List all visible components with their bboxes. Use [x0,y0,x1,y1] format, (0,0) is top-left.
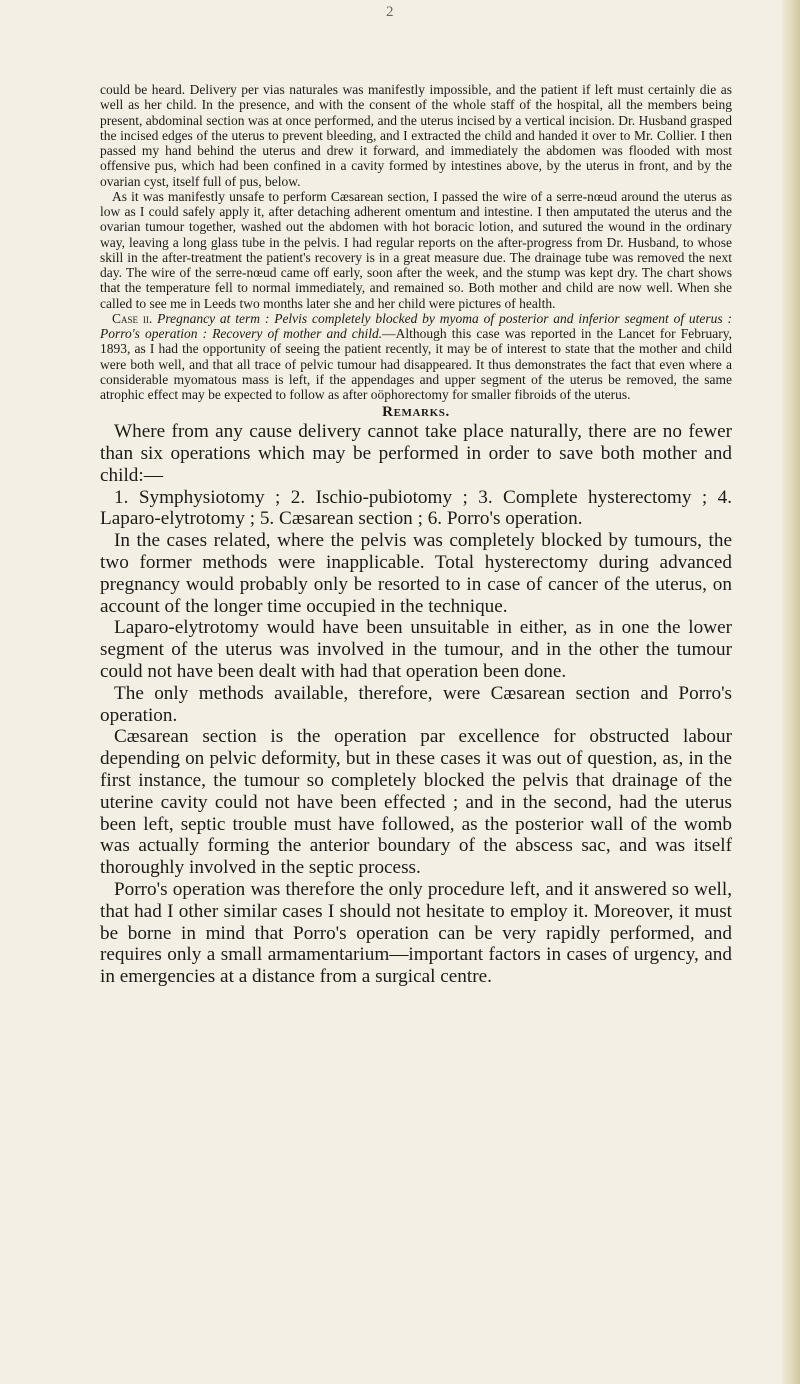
case-body: —Although this case was reported in the Lancet for February, 1893, as I had the opportunity of seeing the patient recently, it may be of interest to state that the mother and child were both well, and that all trace of pelvic tumour had disappeared. It thus demonstrates the fact that even where a considerable myomatous mass is left, if the appendages and upper segment of the uterus be removed, the same atrophic effect may be expected to follow as after oöphorectomy for smaller fibroids of the uterus. [100,326,732,402]
paragraph: Laparo-elytrotomy would have been unsuitable in either, as in one the lower segment of the uterus was involved in the tumour, and in the other the tumour could not have been dealt with had that operation been done. [100,617,732,683]
page-number: 2 [386,4,394,20]
paragraph: Where from any cause delivery cannot take place naturally, there are no fewer than six operations which may be performed in order to save both mother and child:— [100,421,732,486]
remarks-section [100,421,732,988]
page-edge [782,0,800,1384]
case-two-paragraph [100,311,732,403]
paragraph: The only methods available, therefore, were Cæsarean section and Porro's operation. [100,682,732,726]
case-title: Pregnancy at term : Pelvis completely blocked by myoma of posterior and inferior segment of uterus : Porro's operation : Recovery of mother and child. [100,310,733,341]
remarks-heading: Remarks. [382,404,450,421]
paragraph: As it was manifestly unsafe to perform Cæsarean section, I passed the wire of a serre-nœud around the uterus as low as I could safely apply it, after detaching adherent omentum and intestine. I then amputated the uterus and the ovarian tumour together, washed out the abdomen with hot boracic lotion, and sutured the wound in the ordinary way, leaving a long glass tube in the pelvis. I had regular reports on the after-progress from Dr. Husband, to whose skill in the after-treatment the patient's recovery is in a great measure due. The drainage tube was removed the next day. The wire of the serre-nœud came off early, soon after the week, and the stump was kept dry. The chart shows that the temperature fell to normal immediately, and remained so. Both mother and child are now well. When she called to see me in Leeds two months later she and her child were pictures of health. [100,188,732,311]
case-label: Case ii. [112,310,153,326]
paragraph: Cæsarean section is the operation par excellence for obstructed labour depending on pelvic deformity, but in these cases it was out of question, as, in the first instance, the tumour so completely blocked the pelvis that drainage of the uterine cavity could not have been effected ; and in the second, had the uterus been left, septic trouble must have followed, as the posterior wall of the womb was actually forming the anterior boundary of the abscess sac, and was itself thoroughly involved in the septic process. [100,726,732,879]
paragraph: In the cases related, where the pelvis was completely blocked by tumours, the two former methods were inapplicable. Total hysterectomy during advanced pregnancy would probably only be resorted to in case of cancer of the uterus, on account of the longer time occupied in the technique. [100,530,732,617]
case-narrative [100,82,732,402]
paragraph: Porro's operation was therefore the only procedure left, and it answered so well, that had I other similar cases I should not hesitate to employ it. Moreover, it must be borne in mind that Porro's operation can be very rapidly performed, and requires only a small armamentarium—important factors in cases of urgency, and in emergencies at a distance from a surgical centre. [100,878,732,988]
paragraph: 1. Symphysiotomy ; 2. Ischio-pubiotomy ; 3. Complete hysterectomy ; 4. Laparo-elytrotomy ; 5. Cæsarean section ; 6. Porro's operation. [100,486,732,530]
paragraph: could be heard. Delivery per vias naturales was manifestly impossible, and the patient if left must certainly die as well as her child. In the presence, and with the consent of the whole staff of the hospital, all the members being present, abdominal section was at once performed, and the uterus incised by a vertical incision. Dr. Husband grasped the incised edges of the uterus to prevent bleeding, and I extracted the child and handed it over to Mr. Collier. I then passed my hand behind the uterus and drew it forward, and immediately the abdomen was flooded with most offensive pus, which had been confined in a cavity formed by intestines above, by the uterus in front, and by the ovarian cyst, itself full of pus, below. [100,82,732,189]
text-column [100,82,732,988]
